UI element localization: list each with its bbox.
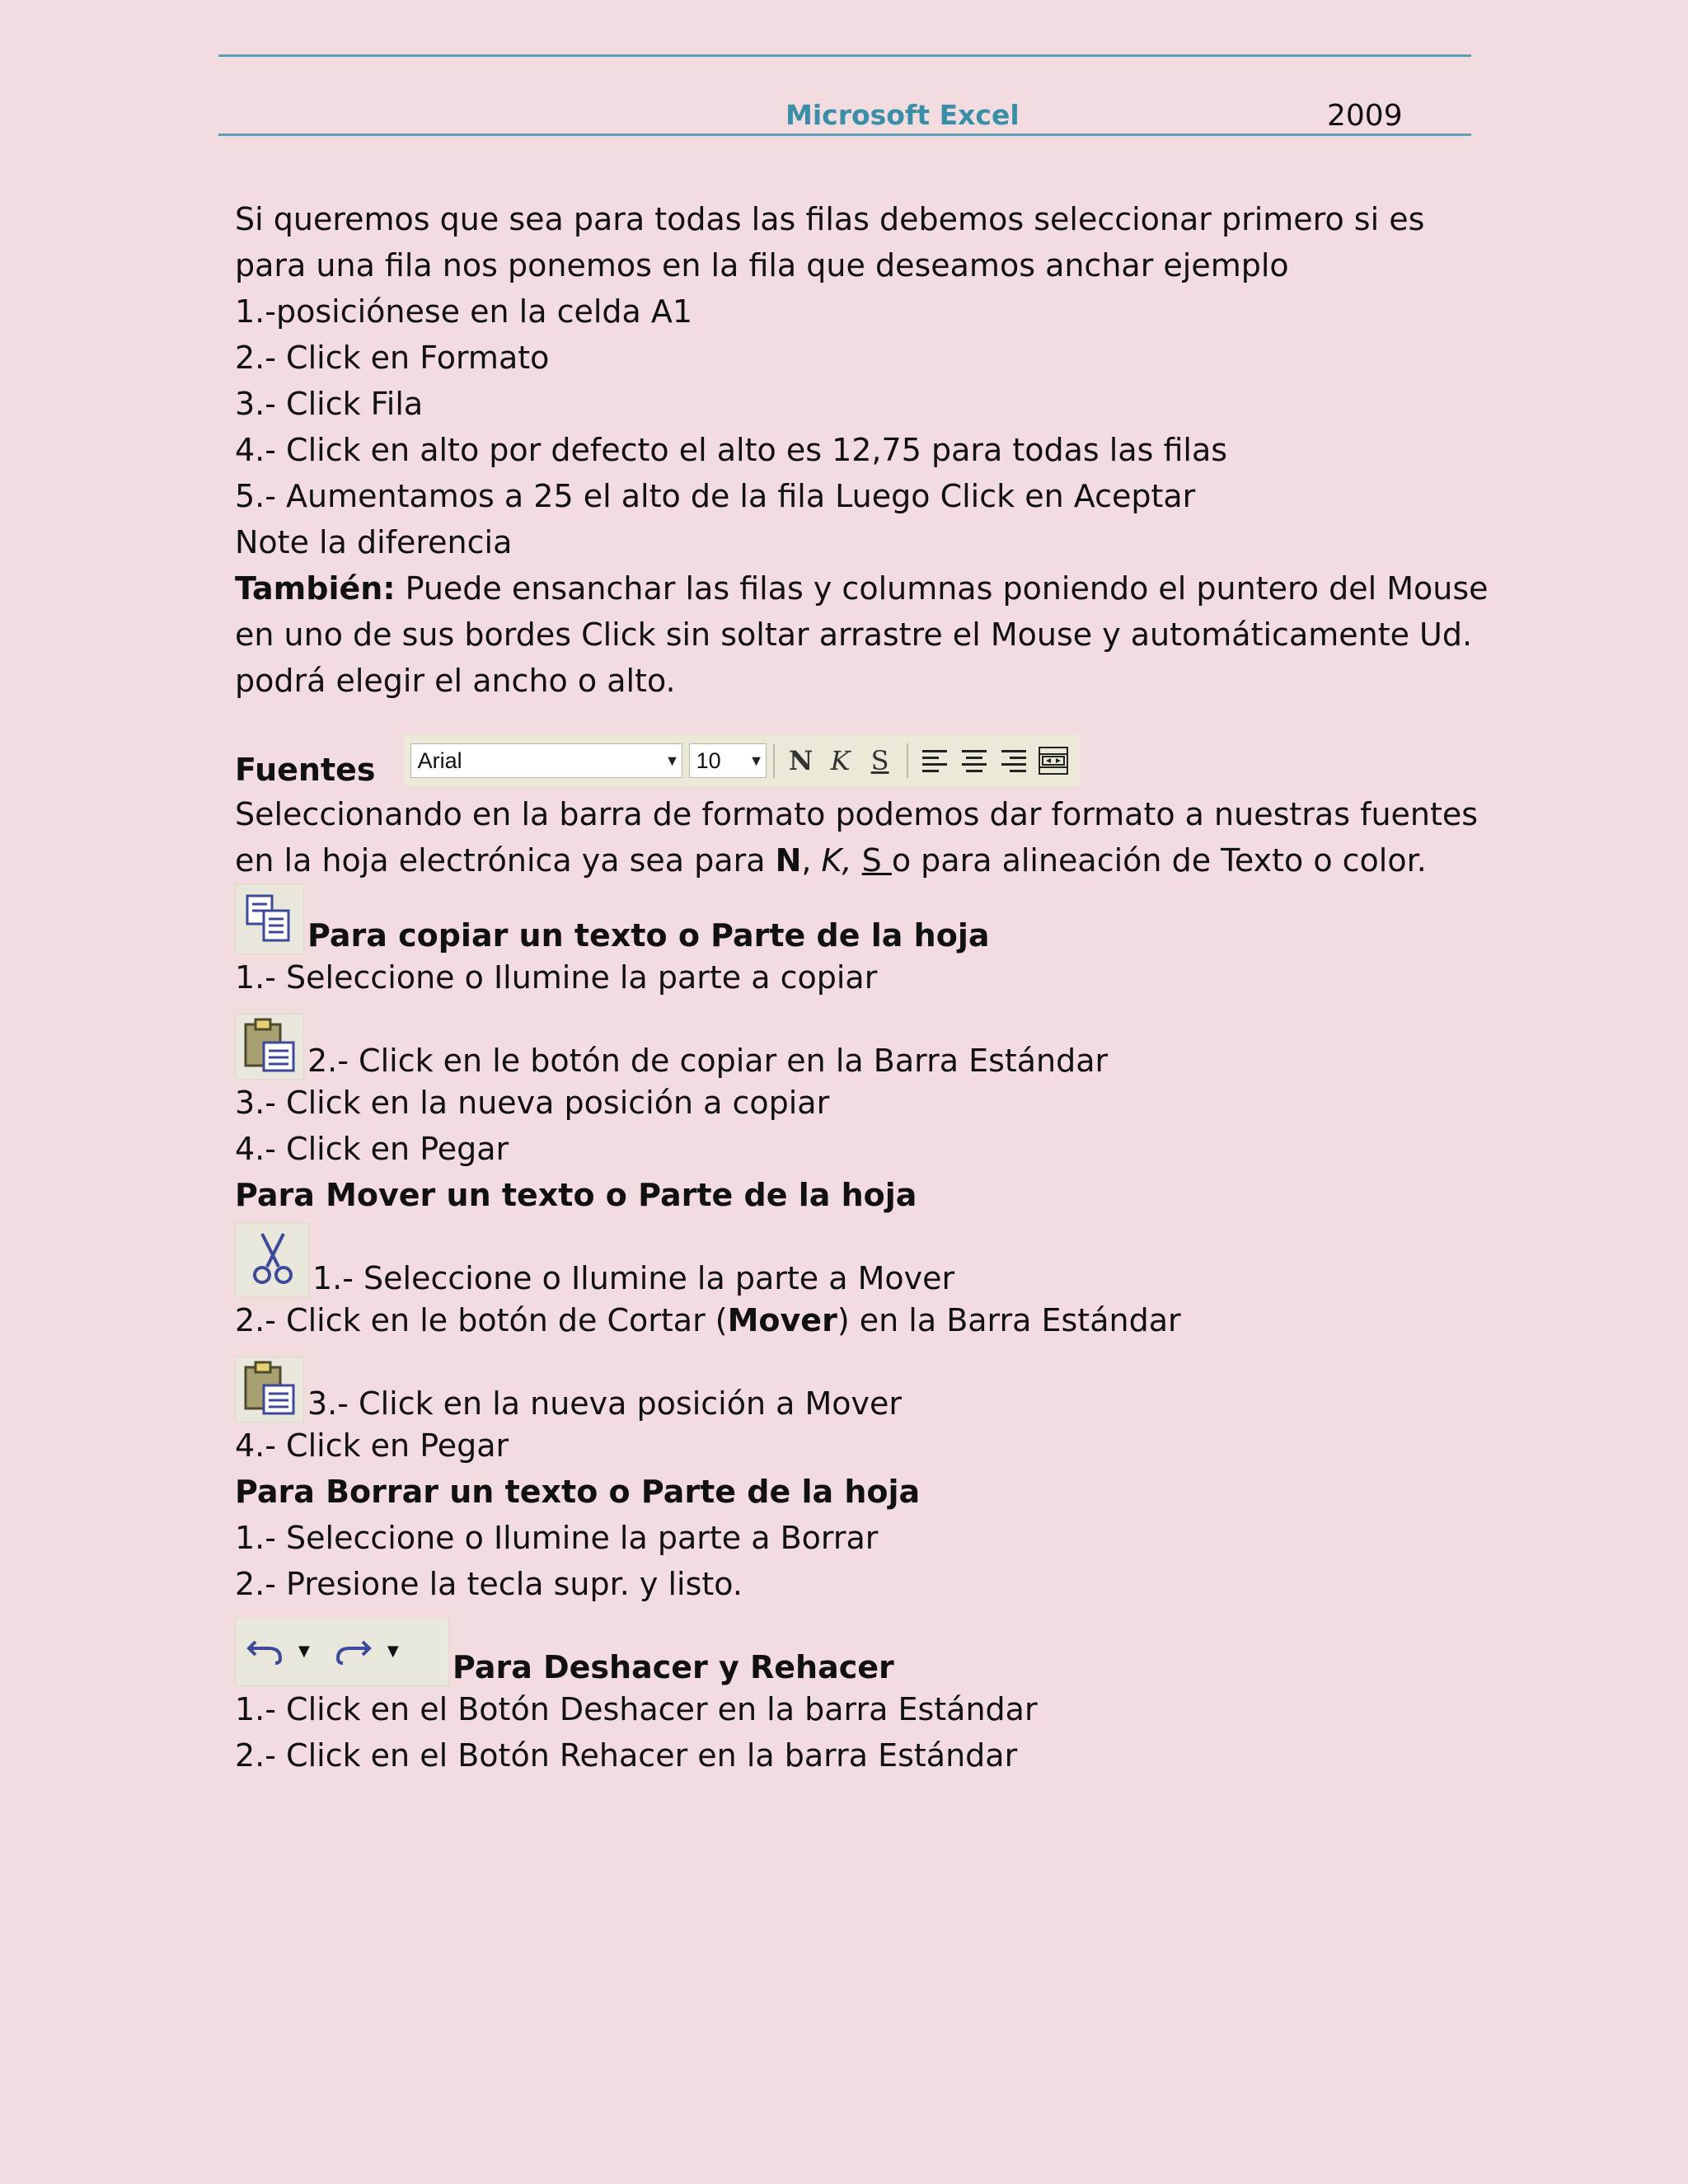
- toolbar-separator: [773, 743, 775, 778]
- mover-step-2-text: ) en la Barra Estándar: [837, 1302, 1181, 1338]
- copiar-step-2-line: [235, 1009, 1471, 1080]
- deshacer-title: Para Deshacer y Rehacer: [452, 1649, 894, 1685]
- fuentes-bold-n: N: [775, 842, 802, 879]
- step-2: 2.- Click en Formato: [235, 340, 550, 376]
- deshacer-step-2: 2.- Click en el Botón Rehacer en la barra Estándar: [235, 1737, 1018, 1774]
- font-size-combo[interactable]: [689, 743, 767, 778]
- chevron-down-icon[interactable]: ▼: [387, 1643, 399, 1660]
- mover-step-2-bold: Mover: [727, 1302, 837, 1338]
- step-1: 1.-posiciónese en la celda A1: [235, 293, 693, 330]
- paragraph-line: para una fila nos ponemos en la fila que deseamos anchar ejemplo: [235, 247, 1289, 284]
- tambien-line: en uno de sus bordes Click sin soltar arrastre el Mouse y automáticamente Ud.: [235, 616, 1473, 653]
- fuentes-line: [235, 837, 1471, 883]
- header-title: Microsoft Excel: [785, 99, 1020, 131]
- fuentes-line: Seleccionando en la barra de formato podemos dar formato a nuestras fuentes: [235, 796, 1479, 832]
- tambien-label: También:: [235, 570, 396, 607]
- paragraph-line: Si queremos que sea para todas las filas debemos seleccionar primero si es: [235, 201, 1425, 237]
- fuentes-label: Fuentes: [235, 752, 376, 788]
- chevron-down-icon: ▼: [748, 752, 764, 769]
- mover-step-1: 1.- Seleccione o Ilumine la parte a Mover: [312, 1260, 955, 1296]
- header-bottom-rule: [218, 134, 1471, 136]
- header-year: 2009: [1327, 99, 1403, 133]
- font-name-value: Arial: [417, 748, 462, 773]
- align-right-icon: [1001, 750, 1026, 772]
- undo-icon: [244, 1635, 285, 1668]
- step-4: 4.- Click en alto por defecto el alto es 12,75 para todas las filas: [235, 432, 1228, 468]
- align-right-button[interactable]: [994, 742, 1034, 780]
- redo-button[interactable]: [310, 1629, 399, 1675]
- chevron-down-icon[interactable]: ▼: [298, 1643, 310, 1660]
- align-left-icon: [922, 750, 947, 772]
- copiar-step-2: 2.- Click en le botón de copiar en la Barra Estándar: [307, 1043, 1109, 1079]
- undo-redo-toolbar: [235, 1617, 449, 1686]
- page-content: [235, 196, 1489, 1779]
- align-left-button[interactable]: [915, 742, 954, 780]
- toolbar-separator: [907, 743, 908, 778]
- borrar-step-1: 1.- Seleccione o Ilumine la parte a Borrar: [235, 1520, 879, 1556]
- chevron-down-icon: ▼: [664, 752, 680, 769]
- copiar-heading-line: [235, 883, 1471, 954]
- mover-step-3-line: [235, 1352, 1471, 1422]
- copiar-title: Para copiar un texto o Parte de la hoja: [307, 917, 990, 954]
- fuentes-text: o para alineación de Texto o color.: [891, 842, 1427, 879]
- fuentes-italic-k: K,: [821, 842, 852, 879]
- undo-button[interactable]: [236, 1629, 310, 1675]
- font-name-combo[interactable]: [410, 743, 682, 778]
- step-3: 3.- Click Fila: [235, 386, 424, 422]
- bold-button[interactable]: N: [788, 745, 814, 776]
- step-5: 5.- Aumentamos a 25 el alto de la fila Luego Click en Aceptar: [235, 478, 1196, 514]
- deshacer-step-1: 1.- Click en el Botón Deshacer en la barra Estándar: [235, 1691, 1038, 1727]
- fuentes-space: [852, 842, 862, 879]
- fuentes-underline-s: S: [861, 842, 892, 879]
- copiar-step-1: 1.- Seleccione o Ilumine la parte a copiar: [235, 959, 878, 996]
- underline-button[interactable]: S: [870, 745, 889, 776]
- paste-icon: [235, 1014, 304, 1080]
- copy-icon: [235, 883, 304, 954]
- header-top-rule: [218, 54, 1471, 57]
- note-line: Note la diferencia: [235, 524, 513, 560]
- tambien-text: Puede ensanchar las filas y columnas poniendo el puntero del Mouse: [395, 570, 1489, 607]
- tambien-line: podrá elegir el ancho o alto.: [235, 663, 676, 699]
- fuentes-text: en la hoja electrónica ya sea para: [235, 842, 776, 879]
- redo-icon: [333, 1635, 374, 1668]
- merge-center-icon: [1038, 746, 1069, 776]
- mover-step-1-line: [235, 1218, 1471, 1297]
- copiar-step-4: 4.- Click en Pegar: [235, 1131, 509, 1167]
- align-center-icon: [962, 750, 987, 772]
- fuentes-heading-line: [235, 742, 1471, 791]
- font-size-value: 10: [696, 748, 721, 773]
- mover-step-4: 4.- Click en Pegar: [235, 1427, 509, 1464]
- align-center-button[interactable]: [954, 742, 994, 780]
- borrar-step-2: 2.- Presione la tecla supr. y listo.: [235, 1566, 743, 1602]
- scissors-icon: [235, 1223, 309, 1297]
- fuentes-comma: ,: [801, 842, 822, 879]
- tambien-line: [235, 565, 1489, 612]
- mover-step-2: [235, 1297, 1471, 1343]
- mover-title: Para Mover un texto o Parte de la hoja: [235, 1177, 917, 1213]
- paste-icon: [235, 1357, 304, 1422]
- merge-center-button[interactable]: [1034, 742, 1073, 780]
- mover-step-2-text: 2.- Click en le botón de Cortar (: [235, 1302, 728, 1338]
- format-toolbar: [404, 735, 1080, 786]
- borrar-title: Para Borrar un texto o Parte de la hoja: [235, 1474, 921, 1510]
- copiar-step-3: 3.- Click en la nueva posición a copiar: [235, 1085, 830, 1121]
- deshacer-heading-line: [235, 1612, 1471, 1686]
- mover-step-3: 3.- Click en la nueva posición a Mover: [307, 1385, 903, 1422]
- italic-button[interactable]: K: [830, 745, 851, 776]
